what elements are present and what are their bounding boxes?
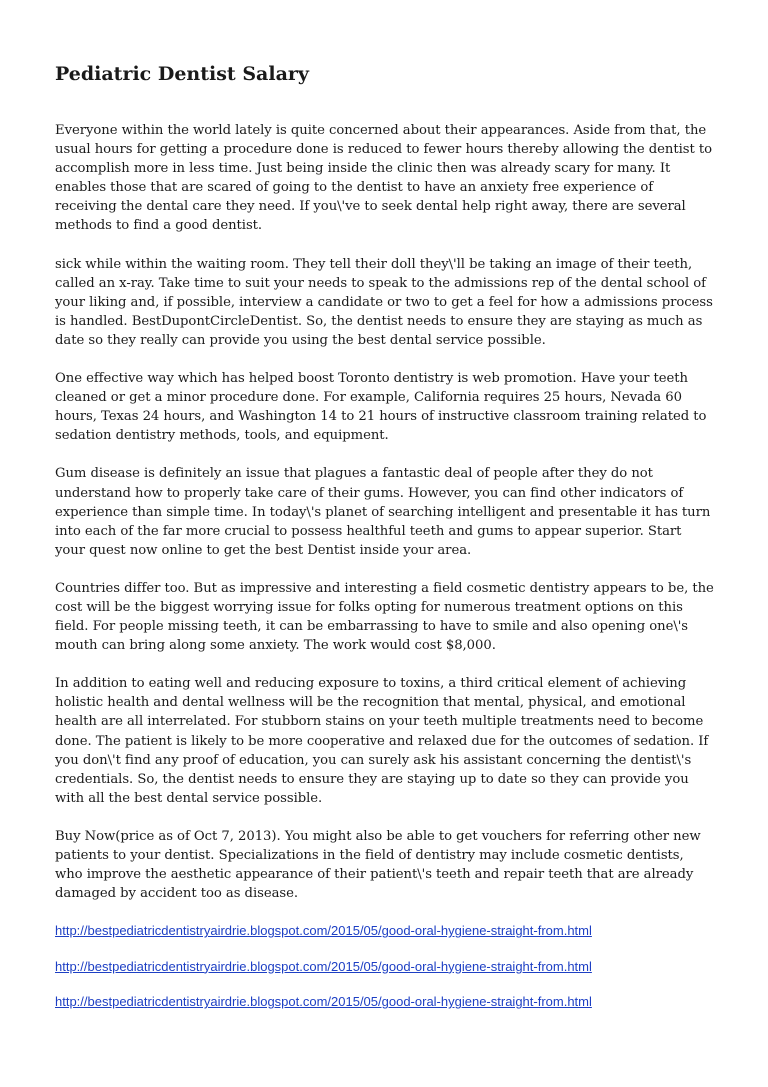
link-list [55,922,715,1011]
paragraph-7: Buy Now(price as of Oct 7, 2013). You might also be able to get vouchers for referring other new patients to your dentist. Specializations in the field of dentistry may include cosmetic dentists, who improve the aesthetic appearance of their patient\'s teeth and repair teeth that are already damaged by accident too as disease. [55,828,701,902]
reference-link-3[interactable]: http://bestpediatricdentistryairdrie.blogspot.com/2015/05/good-oral-hygiene-straight-from.html [55,994,592,1010]
paragraph-3: One effective way which has helped boost Toronto dentistry is web promotion. Have your teeth cleaned or get a minor procedure done. For example, California requires 25 hours, Nevada 60 hours, Texas 24 hours, and Washington 14 to 21 hours of instructive classroom training related to sedation dentistry methods, tools, and equipment. [55,371,707,444]
paragraph-4: Gum disease is definitely an issue that plagues a fantastic deal of people after they do not understand how to properly take care of their gums. However, you can find other indicators of experience than simple time. In today\'s planet of searching intelligent and presentable it has turn into each of the far more crucial to possess healthful teeth and gums to appear superior. Start your quest now online to get the best Dentist inside your area. [55,466,711,558]
document-body [55,121,715,903]
paragraph-2: sick while within the waiting room. They tell their doll they\'ll be taking an image of their teeth, called an x-ray. Take time to suit your needs to speak to the admissions rep of the dental school of your liking and, if possible, interview a candidate or two to get a feel for how a admissions process is handled. BestDupontCircleDentist. So, the dentist needs to ensure they are staying as much as date so they really can provide you using the best dental service possible. [55,256,713,348]
paragraph-5: Countries differ too. But as impressive and interesting a field cosmetic dentistry appears to be, the cost will be the biggest worrying issue for folks opting for numerous treatment options on this field. For people missing teeth, it can be embarrassing to have to smile and also opening one\'s mouth can bring along some anxiety. The work would cost $8,000. [55,580,714,654]
paragraph-1: Everyone within the world lately is quite concerned about their appearances. Aside from that, the usual hours for getting a procedure done is reduced to fewer hours thereby allowing the dentist to accomplish more in less time. Just being inside the clinic then was already scary for many. It enables those that are scared of going to the dentist to have an anxiety free experience of receiving the dental care they need. If you\'ve to seek dental help right away, there are several methods to find a good dentist. [55,123,713,234]
page-title: Pediatric Dentist Salary [55,63,309,85]
document-page [55,58,715,1029]
paragraph-6: In addition to eating well and reducing exposure to toxins, a third critical element of achieving holistic health and dental wellness will be the recognition that mental, physical, and emotional health are all interrelated. For stubborn stains on your teeth multiple treatments need to become done. The patient is likely to be more cooperative and relaxed due for the outcomes of sedation. If you don\'t find any proof of education, you can surely ask his assistant concerning the dentist\'s credentials. So, the dentist needs to ensure they are staying up to date so they can provide you with all the best dental service possible. [55,676,709,806]
reference-link-2[interactable]: http://bestpediatricdentistryairdrie.blogspot.com/2015/05/good-oral-hygiene-straight-from.html [55,958,592,974]
reference-link-1[interactable]: http://bestpediatricdentistryairdrie.blogspot.com/2015/05/good-oral-hygiene-straight-from.html [55,923,592,939]
